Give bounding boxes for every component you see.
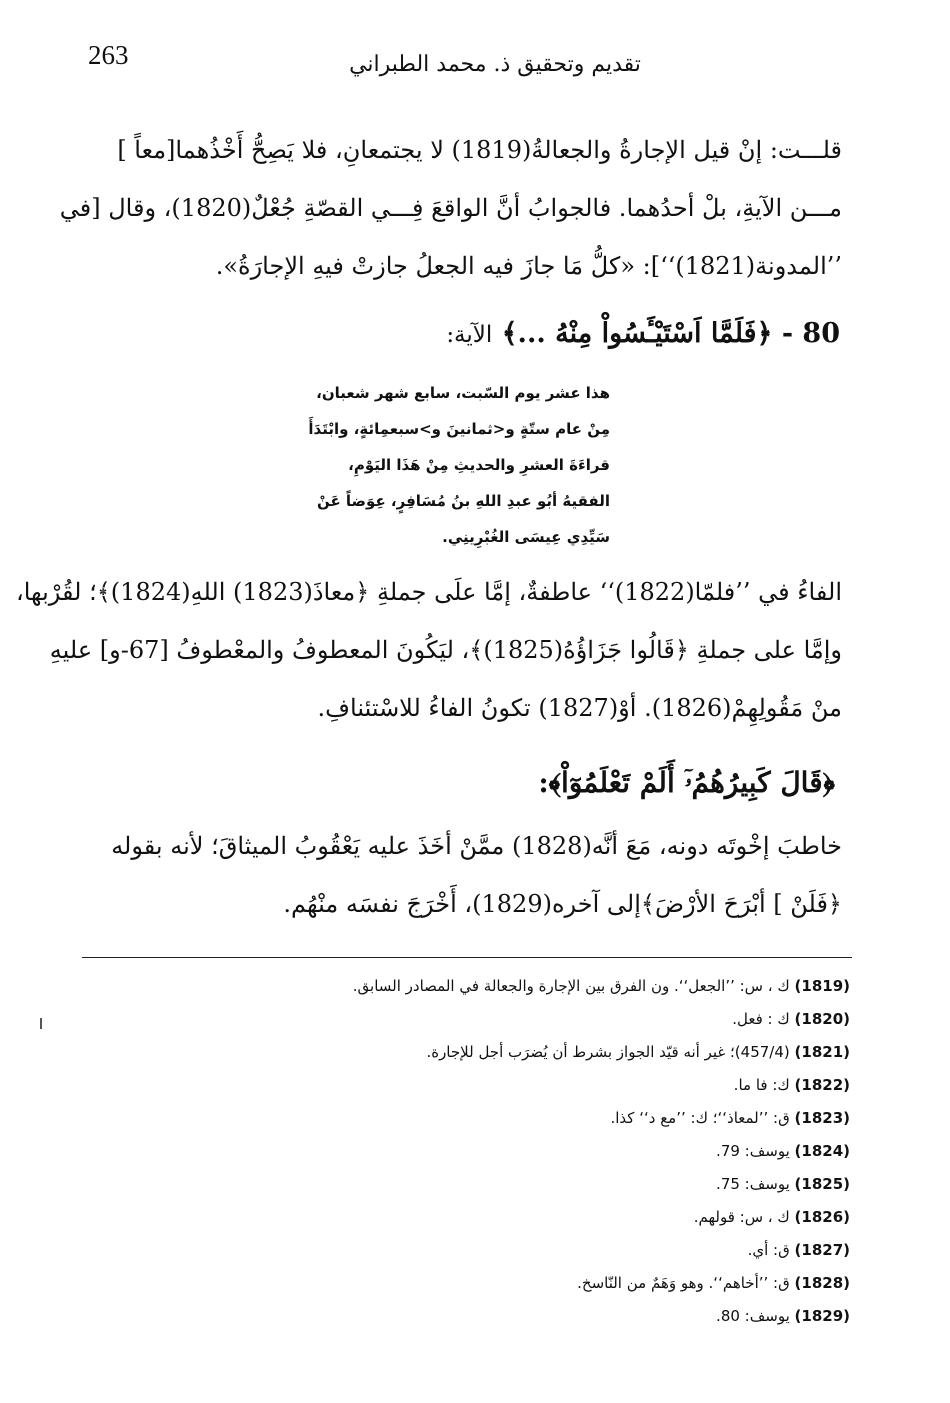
footnote-number: (1829) bbox=[794, 1307, 850, 1325]
footnote-number: (1819) bbox=[794, 977, 850, 995]
paragraph-line: خاطبَ إخْوتَه دونه، مَعَ أنَّه(1828) ممَّنْ أخَذَ عليه يَعْقُوبُ الميثاقَ؛ لأنه بقوله bbox=[111, 832, 842, 860]
paragraph-line: ﴿فَلَنْ ] أبْرَحَ الأرْضَ﴾إلى آخره(1829)، أَخْرَجَ نفسَه منْهُم. bbox=[283, 890, 842, 918]
footnote-text: يوسف: 80. bbox=[716, 1307, 790, 1325]
section-number: 80 - bbox=[781, 318, 840, 349]
footnote bbox=[100, 1069, 850, 1102]
footnote bbox=[100, 1234, 850, 1267]
footnote-number: (1824) bbox=[794, 1142, 850, 1160]
section-heading bbox=[320, 318, 840, 349]
paragraph-line: منْ مَقُولِهِمْ(1826). أوْ(1827) تكونُ الفاءُ للاسْتئنافِ. bbox=[317, 694, 842, 722]
paragraph-1 bbox=[59, 121, 842, 295]
paragraph-3 bbox=[82, 817, 842, 933]
running-header: تقديم وتحقيق ذ. محمد الطبراني bbox=[349, 52, 641, 77]
footnote-text: يوسف: 75. bbox=[716, 1175, 790, 1193]
section-verse: ﴿فَلَمَّا اَسْتَيْـَٔسُواْ مِنْهُ ...﴾ bbox=[501, 318, 773, 349]
paragraph-line: ’’المدونة(1821)‘‘]: «كلُّ مَا جازَ فيه الجعلُ جازتْ فيهِ الإجارَةُ». bbox=[215, 252, 842, 280]
footnote bbox=[100, 1102, 850, 1135]
paragraph-line: الفاءُ في ’’فلمّا(1822)‘‘ عاطفةٌ، إمَّا علَى جملةِ ﴿معاذَ(1823) اللهِ(1824)﴾؛ لقُرْبها، bbox=[15, 578, 842, 606]
inscription-line: قراءَةَ العشرِ والحديثِ مِنْ هَذَا اليَوْمِ، bbox=[348, 456, 610, 474]
footnote bbox=[100, 1267, 850, 1300]
inscription-line: مِنْ عام ستّةٍ و<ثمانينَ و>سبعمِائةٍ، وابْتَدَأَ bbox=[308, 420, 610, 438]
footnotes bbox=[100, 970, 850, 1333]
footnote-text: ك : فعل. bbox=[732, 1010, 790, 1028]
inscription-line: هذا عشر يوم السّبت، سابع شهر شعبان، bbox=[316, 384, 610, 402]
paragraph-2 bbox=[15, 563, 842, 737]
paragraph-line: قلـــت: إنْ قيل الإجارةُ والجعالةُ(1819) لا يجتمعانِ، فلا يَصِحُّ أَخْذُهما[معاً ] bbox=[117, 136, 842, 164]
footnote-number: (1827) bbox=[794, 1241, 850, 1259]
footnote bbox=[100, 1300, 850, 1333]
margin-mark bbox=[40, 1018, 42, 1029]
footnote bbox=[100, 1168, 850, 1201]
footnote-number: (1823) bbox=[794, 1109, 850, 1127]
footnote bbox=[100, 1201, 850, 1234]
inscription-line: سَيِّدِي عِيسَى الغُبْرِينِي. bbox=[442, 528, 610, 546]
footnote-text: يوسف: 79. bbox=[716, 1142, 790, 1160]
footnote-text: ق: أي. bbox=[747, 1241, 790, 1259]
inscription-line: الفقيهُ أبُو عبدِ اللهِ بنُ مُسَافِرٍ، عِوَضاً عَنْ bbox=[316, 492, 610, 510]
footnote bbox=[100, 970, 850, 1003]
footnote-number: (1825) bbox=[794, 1175, 850, 1193]
footnote-text: ق: ’’لمعاذ‘‘؛ ك: ’’مع د‘‘ كذا. bbox=[610, 1109, 790, 1127]
footnote-text: ك ، س: قولهم. bbox=[693, 1208, 790, 1226]
footnote bbox=[100, 1135, 850, 1168]
footnote-text: ق: ’’أخاهم‘‘. وهو وَهَمٌ من النّاسخ. bbox=[577, 1274, 790, 1292]
footnote bbox=[100, 1003, 850, 1036]
footnote-text: (457/4)؛ غير أنه قيّد الجواز بشرط أن يُضرَب أجل للإجارة. bbox=[426, 1043, 790, 1061]
section-suffix: الآية: bbox=[446, 322, 493, 348]
paragraph-line: مـــن الآيةِ، بلْ أحدُهما. فالجوابُ أنَّ الواقعَ فِـــي القصّةِ جُعْلٌ(1820)، وقال [في bbox=[59, 194, 842, 222]
footnote bbox=[100, 1036, 850, 1069]
footnote-number: (1826) bbox=[794, 1208, 850, 1226]
footnote-number: (1828) bbox=[794, 1274, 850, 1292]
footnote-text: ك: فا ما. bbox=[733, 1076, 790, 1094]
footnote-number: (1820) bbox=[794, 1010, 850, 1028]
inscription-text bbox=[308, 375, 610, 555]
verse-heading: ﴿قَالَ كَبِيرُهُمُۥٓ أَلَمْ تَعْلَمُوٓاْ﴾: bbox=[538, 766, 835, 799]
paragraph-line: وإمَّا على جملةِ ﴿قَالُوا جَزَاؤُهُ(1825)﴾، ليَكُونَ المعطوفُ والمعْطوفُ [67-و] عليهِ bbox=[49, 636, 842, 664]
footnote-text: ك ، س: ’’الجعل‘‘. ون الفرق بين الإجارة والجعالة في المصادر السابق. bbox=[352, 977, 790, 995]
page-number: 263 bbox=[88, 40, 129, 70]
footnote-number: (1821) bbox=[794, 1043, 850, 1061]
footnote-number: (1822) bbox=[794, 1076, 850, 1094]
footnote-divider bbox=[82, 957, 852, 958]
